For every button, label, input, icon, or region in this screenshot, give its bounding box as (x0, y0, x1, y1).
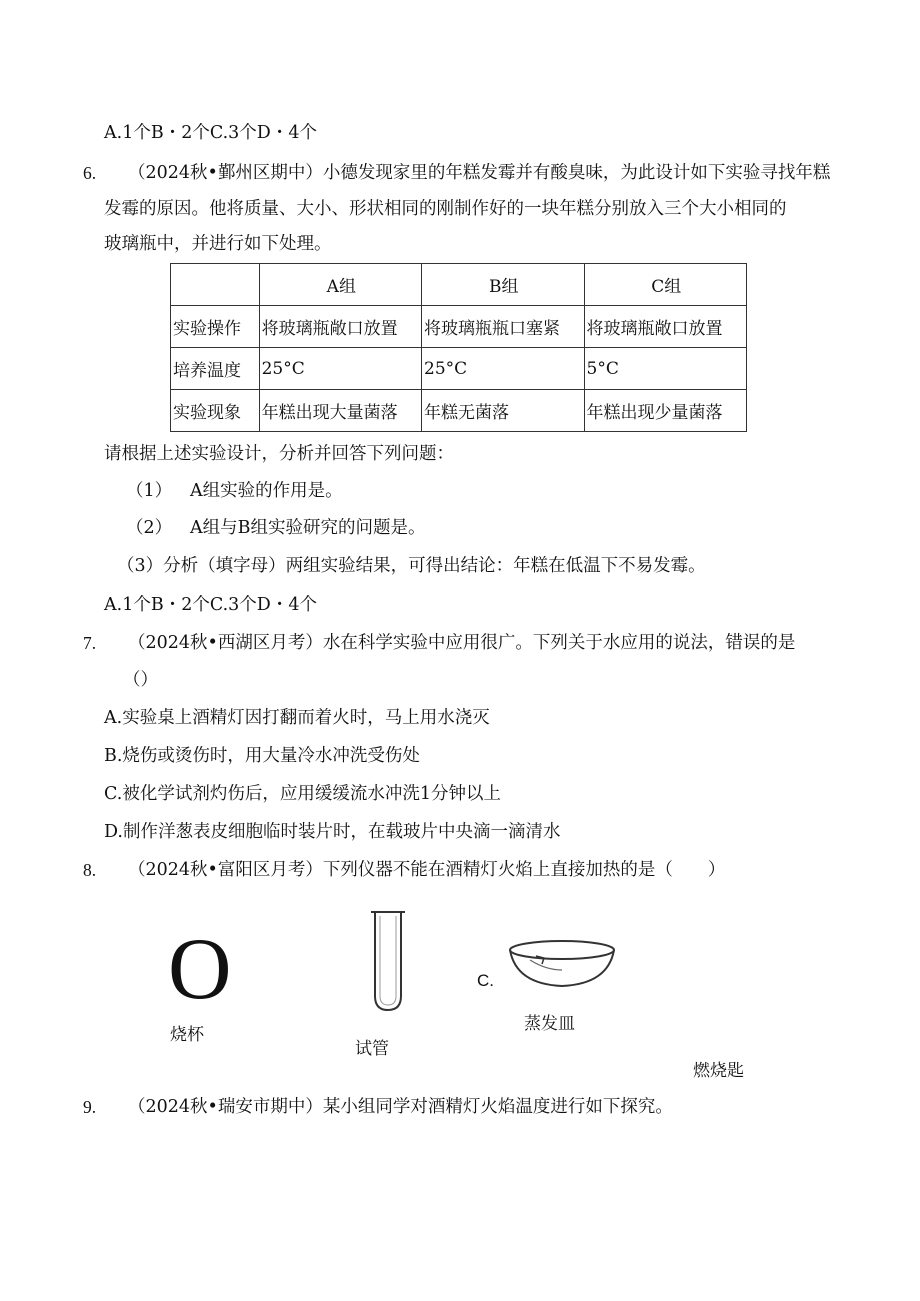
question-6-line-3: 玻璃瓶中，并进行如下处理。 (104, 234, 332, 254)
table-header-row (171, 264, 747, 306)
question-6-number: 6. (83, 163, 97, 183)
test-tube-label: 试管 (355, 1039, 389, 1058)
sub-question-2-number: （2） (126, 518, 173, 538)
option-c-prefix: C. (477, 971, 494, 990)
evaporating-dish-label: 蒸发皿 (524, 1014, 575, 1033)
question-6-line-2: 发霉的原因。他将质量、大小、形状相同的刚制作好的一块年糕分别放入三个大小相同的 (104, 199, 787, 219)
table-cell: 将玻璃瓶瓶口塞紧 (422, 306, 584, 348)
beaker-glyph: O (168, 921, 232, 1018)
question-7-option-c: C.被化学试剂灼伤后，应用缓缓流水冲洗1分钟以上 (104, 784, 501, 804)
question-7-option-d: D.制作洋葱表皮细胞临时装片时，在载玻片中央滴一滴清水 (104, 822, 561, 842)
table-header-cell: C组 (584, 264, 747, 306)
options-line-top: A.1个B・2个C.3个D・4个 (104, 123, 317, 143)
question-8-number: 8. (83, 860, 97, 880)
question-9-number: 9. (83, 1097, 97, 1117)
question-7-line-1: （2024秋•西湖区月考）水在科学实验中应用很广。下列关于水应用的说法，错误的是 (128, 633, 796, 653)
question-7-answer-paren: （） (123, 670, 158, 690)
table-cell: 年糕出现大量菌落 (259, 390, 421, 432)
question-6-options: A.1个B・2个C.3个D・4个 (104, 595, 317, 615)
question-8-line-1: （2024秋•富阳区月考）下列仪器不能在酒精灯火焰上直接加热的是（ ） (128, 860, 726, 880)
question-7-option-a: A.实验桌上酒精灯因打翻而着火时，马上用水浇灭 (104, 708, 490, 728)
table-cell: 25°C (422, 348, 584, 390)
table-header-cell (171, 264, 260, 306)
question-7-option-b: B.烧伤或烫伤时，用大量冷水冲洗受伤处 (104, 746, 420, 766)
evaporating-dish-icon (506, 936, 618, 996)
experiment-table (170, 263, 747, 432)
table-cell: 5°C (584, 348, 747, 390)
combustion-spoon-label: 燃烧匙 (693, 1061, 744, 1080)
question-6-line-1: （2024秋•鄞州区期中）小德发现家里的年糕发霉并有酸臭味，为此设计如下实验寻找年糕 (128, 163, 831, 183)
table-header-cell: B组 (422, 264, 584, 306)
sub-question-1-number: （1） (126, 481, 173, 501)
table-cell: 实验现象 (171, 390, 260, 432)
table-cell: 实验操作 (171, 306, 260, 348)
table-cell: 将玻璃瓶敞口放置 (259, 306, 421, 348)
beaker-label: 烧杯 (170, 1025, 204, 1044)
table-cell: 年糕出现少量菌落 (584, 390, 747, 432)
table-header-cell: A组 (259, 264, 421, 306)
table-row (171, 390, 747, 432)
test-tube-icon (368, 910, 408, 1014)
table-cell: 年糕无菌落 (422, 390, 584, 432)
sub-question-1-text: A组实验的作用是。 (190, 481, 343, 501)
sub-question-2-text: A组与B组实验研究的问题是。 (190, 518, 426, 538)
table-row (171, 306, 747, 348)
table-cell: 25°C (259, 348, 421, 390)
question-9-line-1: （2024秋•瑞安市期中）某小组同学对酒精灯火焰温度进行如下探究。 (128, 1097, 673, 1117)
table-row (171, 348, 747, 390)
question-6-prompt: 请根据上述实验设计，分析并回答下列问题： (104, 444, 454, 464)
sub-question-3-text: （3）分析（填字母）两组实验结果，可得出结论：年糕在低温下不易发霉。 (117, 556, 706, 576)
table-cell: 将玻璃瓶敞口放置 (584, 306, 747, 348)
question-7-number: 7. (83, 633, 97, 653)
table-cell: 培养温度 (171, 348, 260, 390)
